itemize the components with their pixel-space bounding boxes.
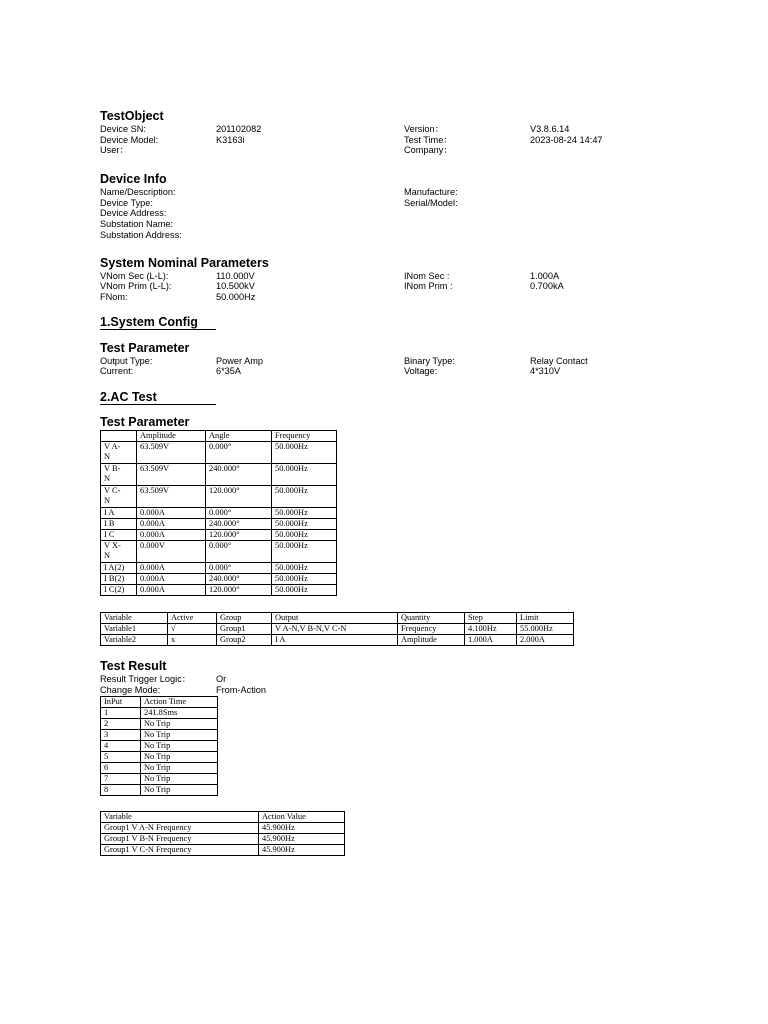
table-cell: Frequency bbox=[398, 623, 465, 634]
field-row bbox=[100, 124, 700, 135]
test-parameter-table bbox=[100, 430, 337, 596]
table-header-cell: Output bbox=[272, 612, 398, 623]
field-label: Version： bbox=[404, 124, 444, 134]
field-label: VNom Prim (L-L): bbox=[100, 281, 172, 292]
field-row bbox=[100, 281, 700, 292]
table-cell: I C(2) bbox=[101, 584, 137, 595]
field-value: Power Amp bbox=[216, 355, 263, 366]
table-header-cell: InPut bbox=[101, 697, 141, 708]
field-label: Serial/Model: bbox=[404, 197, 458, 208]
field-row bbox=[100, 366, 700, 377]
section-heading-1 bbox=[100, 313, 216, 330]
table-row bbox=[101, 845, 345, 856]
table-cell: 240.000° bbox=[206, 518, 272, 529]
field-label: Device Type: bbox=[100, 197, 153, 208]
table-row bbox=[101, 573, 337, 584]
test-object-fields bbox=[100, 124, 700, 156]
table-cell: 45.900Hz bbox=[259, 845, 345, 856]
table-cell: Amplitude bbox=[398, 634, 465, 645]
table-cell: 240.000° bbox=[206, 463, 272, 485]
table-header-cell: Quantity bbox=[398, 612, 465, 623]
field-row bbox=[100, 187, 700, 198]
table-header-cell: Frequency bbox=[272, 430, 337, 441]
field-value: 1.000A bbox=[530, 270, 560, 281]
field-label: Voltage: bbox=[404, 366, 438, 377]
table-row bbox=[101, 763, 218, 774]
table-cell: 3 bbox=[101, 730, 141, 741]
table-row bbox=[101, 834, 345, 845]
variable-table bbox=[100, 612, 574, 646]
table-cell: 50.000Hz bbox=[272, 573, 337, 584]
input-action-table bbox=[100, 696, 218, 796]
table-cell: 50.000Hz bbox=[272, 540, 337, 562]
table-cell: Group1 bbox=[217, 623, 272, 634]
table-row bbox=[101, 634, 574, 645]
field-value: 201102082 bbox=[216, 124, 262, 134]
table-cell: V X- N bbox=[101, 540, 137, 562]
table-row bbox=[101, 785, 218, 796]
field-row bbox=[100, 292, 700, 303]
table-cell: 63.509V bbox=[137, 441, 206, 463]
table-row bbox=[101, 463, 337, 485]
table-cell: 63.509V bbox=[137, 463, 206, 485]
table-cell: 5 bbox=[101, 752, 141, 763]
table-cell: 7 bbox=[101, 774, 141, 785]
table-cell: 55.000Hz bbox=[517, 623, 574, 634]
table-header-cell: Action Time bbox=[141, 697, 218, 708]
table-cell: 1 bbox=[101, 708, 141, 719]
field-row bbox=[100, 135, 700, 146]
field-label: Company： bbox=[404, 145, 453, 156]
table-cell: No Trip bbox=[141, 763, 218, 774]
field-row bbox=[100, 230, 700, 241]
table-cell: Group2 bbox=[217, 634, 272, 645]
table-cell: No Trip bbox=[141, 730, 218, 741]
section-title-system-config: 1.System Config bbox=[100, 314, 198, 329]
table-cell: 0.000° bbox=[206, 507, 272, 518]
field-label: Device Address: bbox=[100, 208, 167, 219]
table-cell: Group1 V A-N Frequency bbox=[101, 823, 259, 834]
section-title-test-object: TestObject bbox=[100, 109, 164, 123]
table-cell: 120.000° bbox=[206, 529, 272, 540]
table-cell: No Trip bbox=[141, 774, 218, 785]
field-value: 50.000Hz bbox=[216, 291, 256, 302]
table-cell: 240.000° bbox=[206, 573, 272, 584]
table-cell: V A-N,V B-N,V C-N bbox=[272, 623, 398, 634]
table-cell: √ bbox=[168, 623, 217, 634]
table-cell: Group1 V B-N Frequency bbox=[101, 834, 259, 845]
test-result-fields bbox=[100, 674, 700, 695]
report-page bbox=[100, 108, 700, 856]
table-row bbox=[101, 623, 574, 634]
table-header-cell: Amplitude bbox=[137, 430, 206, 441]
nominal-fields bbox=[100, 271, 700, 303]
table-row bbox=[101, 584, 337, 595]
field-row bbox=[100, 208, 700, 219]
table-row bbox=[101, 507, 337, 518]
table-cell: 241.8Sms bbox=[141, 708, 218, 719]
table-header-cell: Variable bbox=[101, 612, 168, 623]
field-label: User： bbox=[100, 145, 129, 156]
table-cell: I A bbox=[101, 507, 137, 518]
table-cell: 50.000Hz bbox=[272, 518, 337, 529]
system-config-fields bbox=[100, 356, 700, 377]
field-label: FNom: bbox=[100, 291, 128, 302]
field-label: INom Sec : bbox=[404, 270, 450, 281]
table-cell: 45.900Hz bbox=[259, 834, 345, 845]
table-cell: 50.000Hz bbox=[272, 463, 337, 485]
field-row bbox=[100, 685, 700, 696]
table-cell: Variable2 bbox=[101, 634, 168, 645]
table-row bbox=[101, 752, 218, 763]
table-cell: 0.000° bbox=[206, 540, 272, 562]
field-label: Test Time： bbox=[404, 134, 453, 145]
table-row bbox=[101, 441, 337, 463]
table-cell: 50.000Hz bbox=[272, 562, 337, 573]
table-row bbox=[101, 774, 218, 785]
field-row bbox=[100, 271, 700, 282]
subsection-title-test-parameter-2: Test Parameter bbox=[100, 414, 190, 429]
subsection-title-test-parameter-1: Test Parameter bbox=[100, 340, 190, 355]
section-title-device-info: Device Info bbox=[100, 172, 167, 187]
table-cell: 50.000Hz bbox=[272, 584, 337, 595]
table-cell: No Trip bbox=[141, 719, 218, 730]
field-label: Result Trigger Logic： bbox=[100, 673, 191, 684]
field-value: 6*35A bbox=[216, 366, 242, 377]
table-row bbox=[101, 741, 218, 752]
table-cell: 50.000Hz bbox=[272, 529, 337, 540]
field-label: Change Mode: bbox=[100, 684, 161, 695]
table-cell: No Trip bbox=[141, 741, 218, 752]
table-row bbox=[101, 708, 218, 719]
table-cell: I C bbox=[101, 529, 137, 540]
action-value-table bbox=[100, 811, 345, 856]
table-cell: 0.000A bbox=[137, 562, 206, 573]
table-cell: V C- N bbox=[101, 485, 137, 507]
field-value: 110.000V bbox=[216, 270, 255, 281]
table-cell: Group1 V C-N Frequency bbox=[101, 845, 259, 856]
table-cell: 0.000° bbox=[206, 441, 272, 463]
table-cell: I B(2) bbox=[101, 573, 137, 584]
table-cell: 45.900Hz bbox=[259, 823, 345, 834]
field-label: Current: bbox=[100, 366, 134, 377]
table-cell: 0.000A bbox=[137, 518, 206, 529]
field-value: From-Action bbox=[216, 684, 267, 695]
table-row bbox=[101, 562, 337, 573]
table-cell: 120.000° bbox=[206, 485, 272, 507]
table-cell: 0.000° bbox=[206, 562, 272, 573]
field-label: Manufacture: bbox=[404, 187, 458, 198]
field-value: Or bbox=[216, 673, 227, 684]
field-label: VNom Sec (L-L): bbox=[100, 270, 169, 281]
table-header-cell: Active bbox=[168, 612, 217, 623]
field-label: Binary Type: bbox=[404, 355, 455, 366]
table-row bbox=[101, 518, 337, 529]
field-row bbox=[100, 219, 700, 230]
field-row bbox=[100, 145, 700, 156]
table-row bbox=[101, 823, 345, 834]
section-title-ac-test: 2.AC Test bbox=[100, 389, 157, 404]
field-value: 0.700kA bbox=[530, 281, 564, 292]
table-cell: 4 bbox=[101, 741, 141, 752]
field-label: Device Model: bbox=[100, 134, 159, 145]
field-value: 4*310V bbox=[530, 366, 561, 377]
table-cell: Variable1 bbox=[101, 623, 168, 634]
table-header-cell: Group bbox=[217, 612, 272, 623]
table-cell: V B- N bbox=[101, 463, 137, 485]
table-cell: 0.000A bbox=[137, 573, 206, 584]
device-info-fields bbox=[100, 187, 700, 240]
table-cell: 2 bbox=[101, 719, 141, 730]
table-cell: 0.000A bbox=[137, 584, 206, 595]
table-cell: 1.000A bbox=[465, 634, 517, 645]
table-cell: 50.000Hz bbox=[272, 485, 337, 507]
table-cell: x bbox=[168, 634, 217, 645]
table-header-cell: Step bbox=[465, 612, 517, 623]
field-label: Substation Address: bbox=[100, 229, 182, 240]
field-label: Substation Name: bbox=[100, 219, 174, 230]
table-row bbox=[101, 529, 337, 540]
field-value: 2023-08-24 14:47 bbox=[530, 134, 603, 145]
table-cell: 0.000A bbox=[137, 529, 206, 540]
table-row bbox=[101, 719, 218, 730]
section-title-nominal: System Nominal Parameters bbox=[100, 255, 269, 270]
field-value: Relay Contact bbox=[530, 355, 588, 366]
field-value: 10.500kV bbox=[216, 281, 255, 292]
table-cell: No Trip bbox=[141, 752, 218, 763]
table-cell: 4.100Hz bbox=[465, 623, 517, 634]
section-heading-2 bbox=[100, 388, 216, 405]
table-row bbox=[101, 540, 337, 562]
field-value: K3163i bbox=[216, 134, 245, 145]
table-cell: 120.000° bbox=[206, 584, 272, 595]
field-label: Output Type: bbox=[100, 355, 153, 366]
table-cell: 6 bbox=[101, 763, 141, 774]
table-header-cell: Variable bbox=[101, 812, 259, 823]
table-cell: 0.000V bbox=[137, 540, 206, 562]
table-cell: I A(2) bbox=[101, 562, 137, 573]
field-label: Name/Description: bbox=[100, 187, 176, 198]
table-header-cell bbox=[101, 430, 137, 441]
table-cell: V A- N bbox=[101, 441, 137, 463]
table-header-cell: Limit bbox=[517, 612, 574, 623]
field-label: INom Prim : bbox=[404, 281, 453, 292]
table-row bbox=[101, 730, 218, 741]
table-cell: I A bbox=[272, 634, 398, 645]
field-label: Device SN: bbox=[100, 124, 146, 134]
table-cell: No Trip bbox=[141, 785, 218, 796]
table-cell: 0.000A bbox=[137, 507, 206, 518]
table-cell: 50.000Hz bbox=[272, 507, 337, 518]
table-header-cell: Angle bbox=[206, 430, 272, 441]
table-cell: 50.000Hz bbox=[272, 441, 337, 463]
table-header-cell: Action Value bbox=[259, 812, 345, 823]
subsection-title-test-result: Test Result bbox=[100, 658, 167, 673]
table-row bbox=[101, 485, 337, 507]
table-cell: 8 bbox=[101, 785, 141, 796]
table-cell: I B bbox=[101, 518, 137, 529]
table-cell: 63.509V bbox=[137, 485, 206, 507]
field-row bbox=[100, 674, 700, 685]
field-value: V3.8.6.14 bbox=[530, 124, 570, 134]
table-cell: 2.000A bbox=[517, 634, 574, 645]
field-row bbox=[100, 356, 700, 367]
field-row bbox=[100, 198, 700, 209]
